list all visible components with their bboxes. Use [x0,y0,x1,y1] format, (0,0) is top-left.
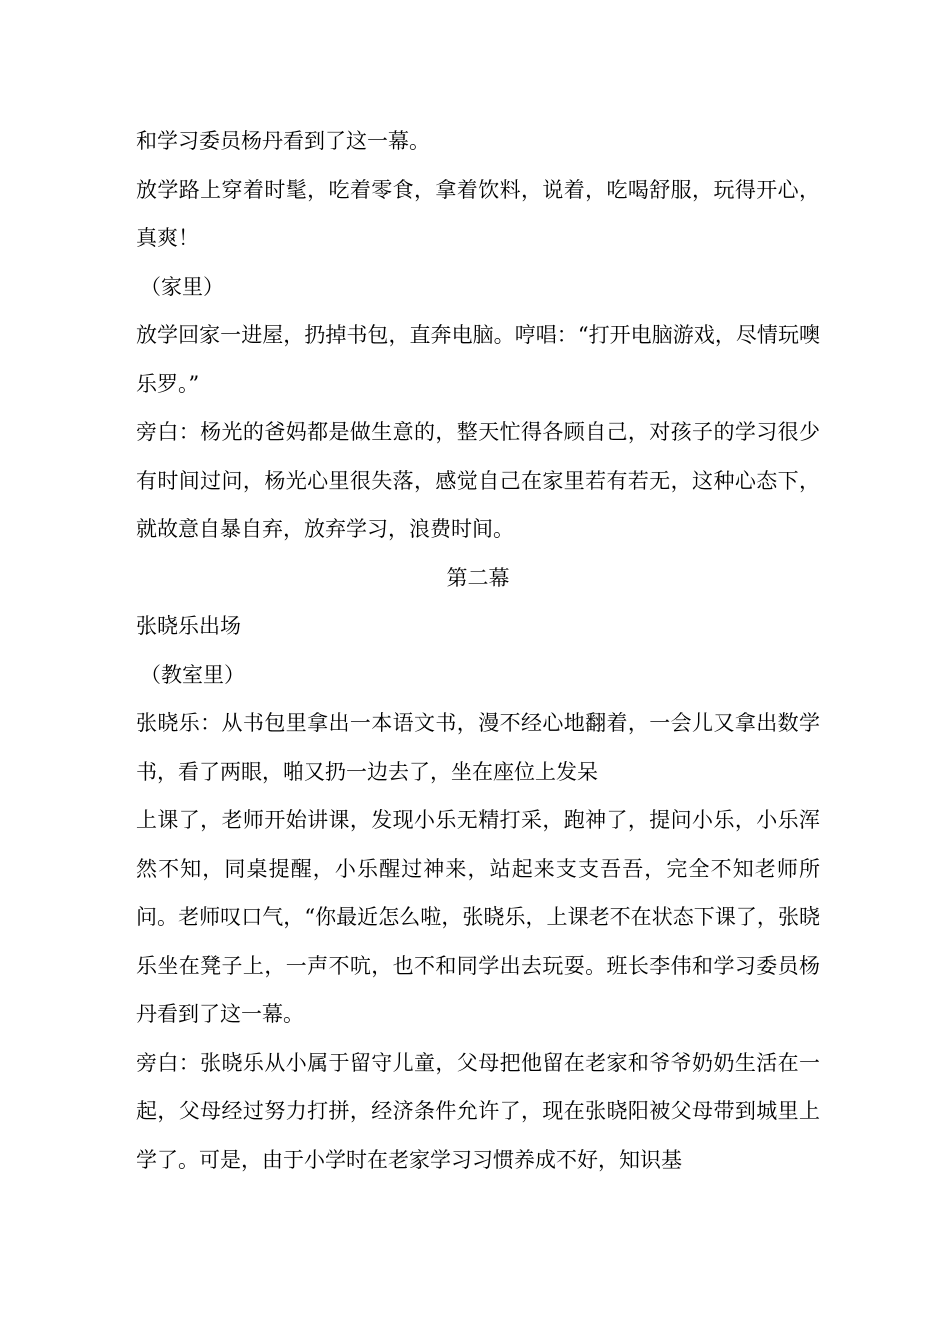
paragraph: 放学路上穿着时髦，吃着零食，拿着饮料，说着，吃喝舒服，玩得开心，真爽！ [136,177,820,250]
act-heading: 第二幕 [446,565,510,590]
paragraph: 放学回家一进屋，扔掉书包，直奔电脑。哼唱：“打开电脑游戏，尽情玩噢乐罗。” [136,323,820,396]
scene-location: （家里） [140,274,224,299]
narration-paragraph: 旁白：杨光的爸妈都是做生意的，整天忙得各顾自己，对孩子的学习很少有时间过问，杨光心里很失落，感觉自己在家里若有若无，这种心态下，就故意自暴自弃，放弃学习，浪费时间。 [136,420,820,541]
document-body [136,117,820,1184]
paragraph: 和学习委员杨丹看到了这一幕。 [136,129,430,153]
paragraph: 上课了，老师开始讲课，发现小乐无精打采，跑神了，提问小乐，小乐浑然不知，同桌提醒，小乐醒过神来，站起来支支吾吾，完全不知老师所问。老师叹口气，“你最近怎么啦，张晓乐，上课老不在状态下课了，张晓乐坐在凳子上，一声不吭，也不和同学出去玩耍。班长李伟和学习委员杨丹看到了这一幕。 [136,808,820,1026]
character-entrance: 张晓乐出场 [136,614,241,638]
scene-location: （教室里） [140,662,245,687]
paragraph: 张晓乐：从书包里拿出一本语文书，漫不经心地翻着，一会儿又拿出数学书，看了两眼，啪又扔一边去了，坐在座位上发呆 [136,711,820,784]
narration-paragraph: 旁白：张晓乐从小属于留守儿童，父母把他留在老家和爷爷奶奶生活在一起，父母经过努力打拼，经济条件允许了，现在张晓阳被父母带到城里上学了。可是，由于小学时在老家学习习惯养成不好，知识基 [136,1050,820,1172]
